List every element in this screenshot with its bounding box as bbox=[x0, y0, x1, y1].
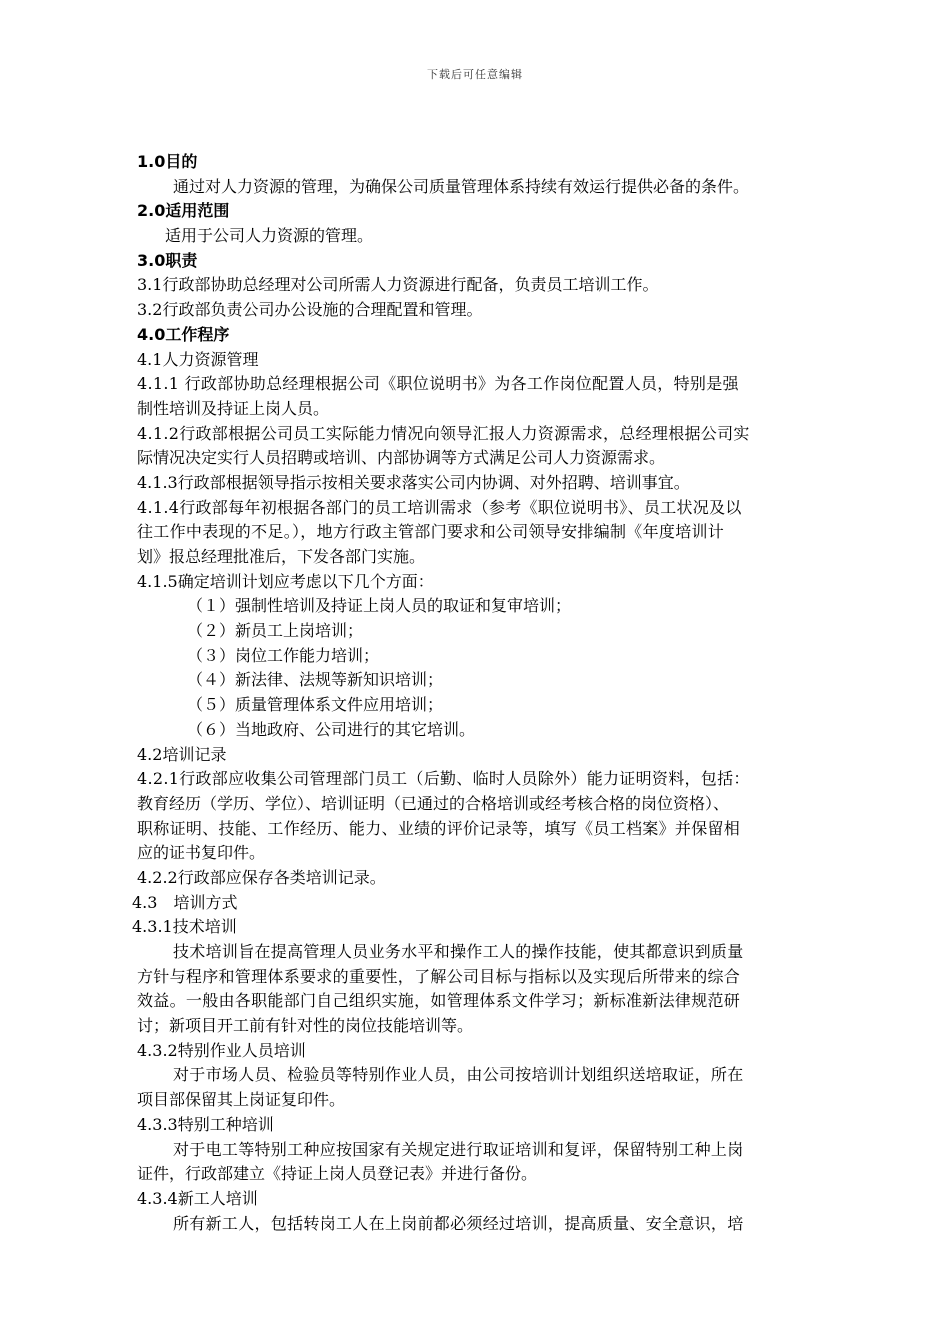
text-line: 应的证书复印件。 bbox=[137, 843, 266, 863]
text-line: 制性培训及持证上岗人员。 bbox=[137, 398, 330, 418]
text-line: 4.3.2特别作业人员培训 bbox=[137, 1040, 306, 1060]
text-line: 所有新工人，包括转岗工人在上岗前都必须经过培训，提高质量、安全意识，培 bbox=[173, 1213, 744, 1233]
text-line: 往工作中表现的不足。），地方行政主管部门要求和公司领导安排编制《年度培训计 bbox=[137, 522, 725, 542]
text-line: （６）当地政府、公司进行的其它培训。 bbox=[187, 719, 476, 739]
text-line: 证件，行政部建立《持证上岗人员登记表》并进行备份。 bbox=[137, 1164, 538, 1184]
text-line: 4.2培训记录 bbox=[137, 744, 227, 764]
text-line: 3.1行政部协助总经理对公司所需人力资源进行配备，负责员工培训工作。 bbox=[137, 275, 659, 295]
text-line: （４）新法律、法规等新知识培训； bbox=[187, 670, 444, 690]
text-line: 4.3.4新工人培训 bbox=[137, 1188, 258, 1208]
text-line: 对于电工等特别工种应按国家有关规定进行取证培训和复评，保留特别工种上岗 bbox=[173, 1139, 744, 1159]
text-line: 4.3.1技术培训 bbox=[132, 917, 237, 937]
text-line: 4.2.1行政部应收集公司管理部门员工（后勤、临时人员除外）能力证明资料，包括： bbox=[137, 769, 750, 789]
document-body bbox=[132, 150, 867, 1236]
text-line: 教育经历（学历、学位）、培训证明（已通过的合格培训或经考核合格的岗位资格）、 bbox=[137, 793, 730, 813]
text-line: （５）质量管理体系文件应用培训； bbox=[187, 695, 444, 715]
text-line: （１）强制性培训及持证上岗人员的取证和复审培训； bbox=[187, 596, 572, 616]
text-line: 4.3.3特别工种培训 bbox=[137, 1114, 274, 1134]
section-heading: 1.0目的 bbox=[137, 152, 198, 171]
text-line: 4.2.2行政部应保存各类培训记录。 bbox=[137, 867, 386, 887]
text-line: （２）新员工上岗培训； bbox=[187, 621, 364, 641]
text-line: 通过对人力资源的管理，为确保公司质量管理体系持续有效运行提供必备的条件。 bbox=[173, 176, 750, 196]
text-line: 对于市场人员、检验员等特别作业人员，由公司按培训计划组织送培取证，所在 bbox=[173, 1065, 744, 1085]
section-heading: 3.0职责 bbox=[137, 250, 198, 270]
text-line: 讨；新项目开工前有针对性的岗位技能培训等。 bbox=[137, 1016, 474, 1036]
text-line: 际情况决定实行人员招聘或培训、内部协调等方式满足公司人力资源需求。 bbox=[137, 448, 666, 468]
text-line: 4.1.5确定培训计划应考虑以下几个方面： bbox=[137, 571, 434, 591]
text-line: 4.1人力资源管理 bbox=[137, 349, 259, 369]
text-line: 4.1.2行政部根据公司员工实际能力情况向领导汇报人力资源需求，总经理根据公司实 bbox=[137, 423, 750, 443]
text-line: 3.2行政部负责公司办公设施的合理配置和管理。 bbox=[137, 300, 483, 320]
text-line: 4.1.1 行政部协助总经理根据公司《职位说明书》为各工作岗位配置人员，特别是强 bbox=[137, 374, 739, 394]
text-line: 效益。一般由各职能部门自己组织实施，如管理体系文件学习；新标准新法律规范研 bbox=[137, 991, 741, 1011]
text-line: 4.1.3行政部根据领导指示按相关要求落实公司内协调、对外招聘、培训事宜。 bbox=[137, 472, 690, 492]
text-line: 技术培训旨在提高管理人员业务水平和操作工人的操作技能，使其都意识到质量 bbox=[173, 942, 744, 961]
text-line: 4.3 培训方式 bbox=[132, 892, 238, 912]
text-line: 方针与程序和管理体系要求的重要性，了解公司目标与指标以及实现后所带来的综合 bbox=[137, 966, 741, 986]
section-heading: 2.0适用范围 bbox=[137, 201, 230, 221]
text-line: 职称证明、技能、工作经历、能力、业绩的评价记录等，填写《员工档案》并保留相 bbox=[137, 818, 741, 838]
text-line: （３）岗位工作能力培训； bbox=[187, 645, 380, 665]
text-line: 项目部保留其上岗证复印件。 bbox=[137, 1090, 346, 1110]
section-heading: 4.0工作程序 bbox=[137, 324, 230, 344]
text-line: 划》报总经理批准后，下发各部门实施。 bbox=[137, 547, 426, 566]
text-line: 适用于公司人力资源的管理。 bbox=[165, 226, 374, 246]
page-header: 下载后可任意编辑 bbox=[427, 68, 523, 81]
text-line: 4.1.4行政部每年初根据各部门的员工培训需求（参考《职位说明书》、员工状况及以 bbox=[137, 497, 742, 517]
